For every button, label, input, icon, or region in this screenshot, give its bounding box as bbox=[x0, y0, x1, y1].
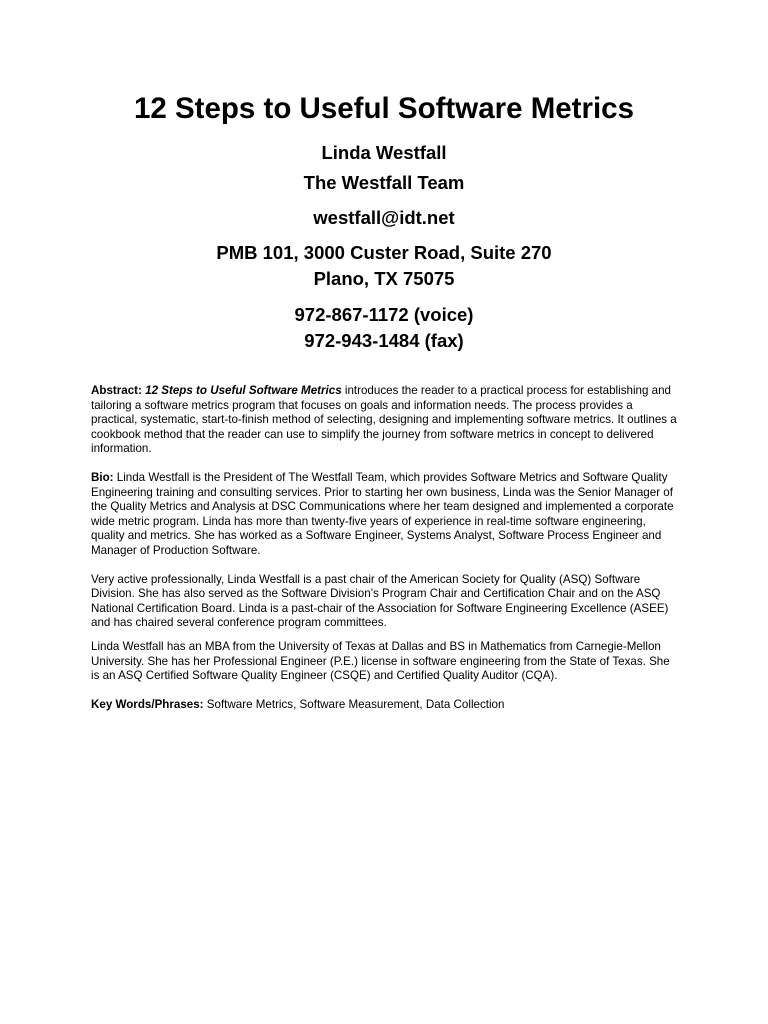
abstract-paragraph bbox=[91, 384, 677, 457]
phone-fax: 972-943-1484 (fax) bbox=[304, 330, 464, 351]
bio-label: Bio: bbox=[91, 470, 114, 484]
keywords-text: Software Metrics, Software Measurement, Data Collection bbox=[203, 697, 505, 711]
abstract-title-reference: 12 Steps to Useful Software Metrics bbox=[145, 384, 342, 397]
keywords-label: Key Words/Phrases: bbox=[91, 697, 204, 711]
bio-text: Linda Westfall is the President of The Westfall Team, which provides Software Metrics and Software Quality Engineering training and consulting services. Prior to starting her own business, Linda was the Senior Manager of the Quality Metrics and Analysis at DSC Communications where her team designed and implemented a corporate wide metric program. Linda has more than twenty-five years of experience in real-time software engineering, quality and metrics. She has worked as a Software Engineer, Systems Analyst, Software Process Engineer and Manager of Production Software. bbox=[91, 470, 674, 557]
abstract-label: Abstract: bbox=[91, 384, 142, 397]
bio-paragraph bbox=[91, 471, 677, 559]
phone-voice: 972-867-1172 (voice) bbox=[294, 304, 474, 325]
keywords-paragraph bbox=[91, 698, 677, 713]
professional-paragraph: Very active professionally, Linda Westfall is a past chair of the American Society for Quality (ASQ) Software Division. She has also served as the Software Division’s Program Chair and Certification Chair and on the ASQ National Certification Board. Linda is a past-chair of the Association for Software Engineering Excellence (ASEE) and has chaired several conference program committees. bbox=[91, 572, 669, 630]
address-line-1: PMB 101, 3000 Custer Road, Suite 270 bbox=[216, 242, 552, 263]
abstract-text: introduces the reader to a practical process for establishing and tailoring a software metrics program that focuses on goals and information needs. The process provides a practical, systematic, start-to-finish method of selecting, designing and implementing software metrics. It outlines a cookbook method that the reader can use to simplify the journey from software metrics in concept to delivered information. bbox=[91, 384, 677, 456]
address-line-2: Plano, TX 75075 bbox=[313, 268, 455, 289]
document-title: 12 Steps to Useful Software Metrics bbox=[133, 92, 634, 125]
education-paragraph: Linda Westfall has an MBA from the University of Texas at Dallas and BS in Mathematics from Carnegie-Mellon University. She has her Professional Engineer (P.E.) license in software engineering from the State of Texas. She is an ASQ Certified Software Quality Engineer (CSQE) and Certified Quality Auditor (CQA). bbox=[91, 639, 670, 683]
author-email: westfall@idt.net bbox=[313, 207, 455, 228]
organization-name: The Westfall Team bbox=[303, 172, 465, 193]
author-name: Linda Westfall bbox=[321, 142, 447, 163]
